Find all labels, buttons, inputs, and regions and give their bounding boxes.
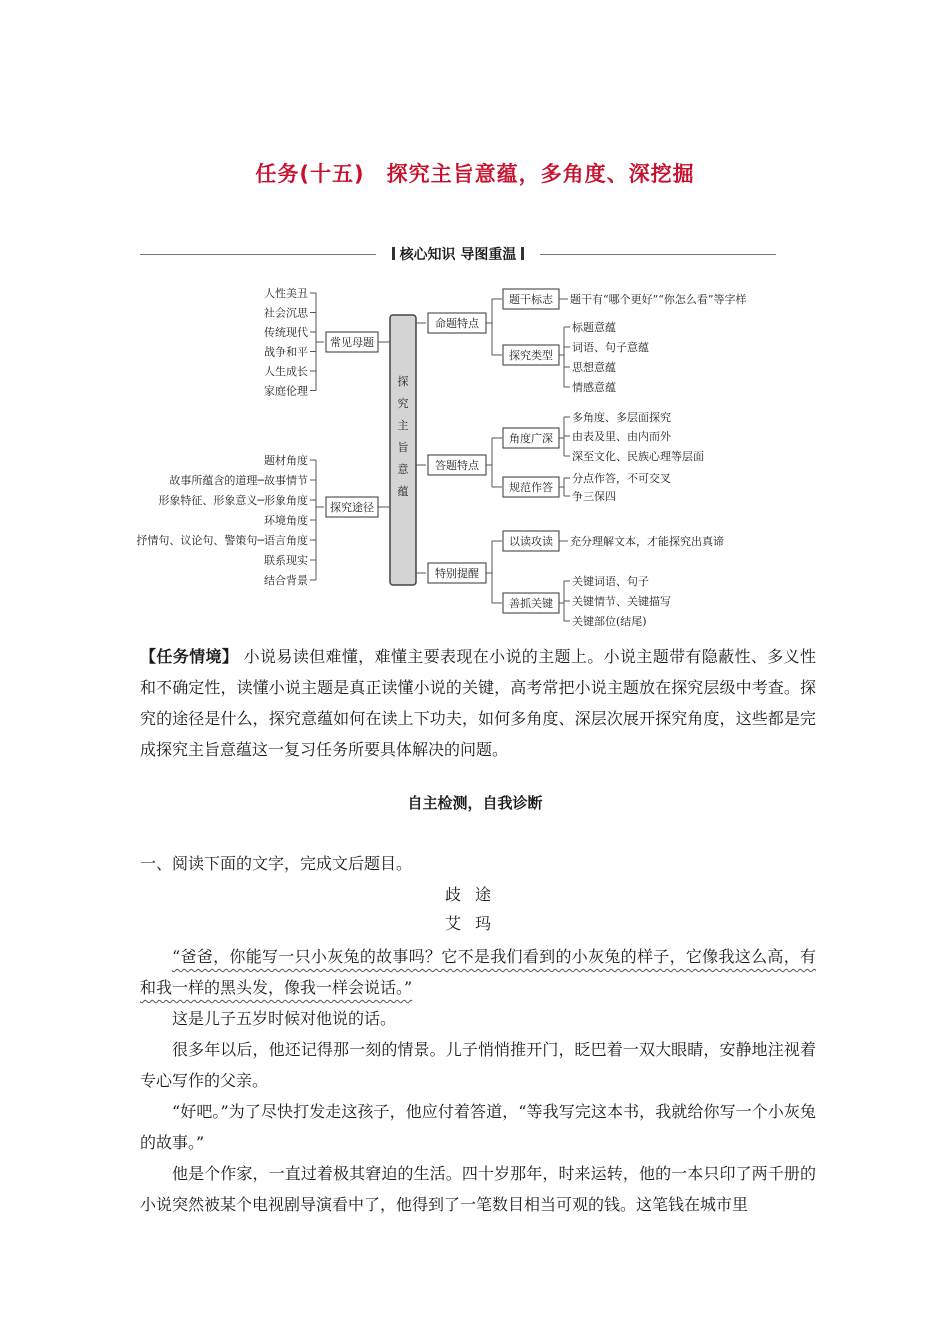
sub-node-item: 争三保四	[572, 490, 616, 503]
passage-paragraph: 他是个作家，一直过着极其窘迫的生活。四十岁那年，时来运转，他的一本只印了两千册的小说突然被某个电视剧导演看中了，他得到了一笔数目相当可观的钱。这笔钱在城市里	[140, 1164, 816, 1214]
approach-node-box-label: 探究途径	[330, 501, 374, 514]
passage-author: 艾玛	[444, 914, 505, 933]
section-header	[140, 244, 776, 264]
task-context-text: 小说易读但难懂，难懂主要表现在小说的主题上。小说主题带有隐蔽性、多义性和不确定性，读懂小说主题是真正读懂小说的关键，高考常把小说主题放在探究层级中考查。探究的途径是什么，探究意蕴如何在读上下功夫，如何多角度、深层次展开探究角度，这些都是完成探究主旨意蕴这一复习任务所要具体解决的问题。	[140, 647, 816, 759]
center-node-char: 旨	[397, 441, 409, 454]
sub-node-label: 规范作答	[509, 481, 553, 494]
passage-title: 歧途	[444, 885, 505, 904]
sub-node-item: 思想意蕴	[572, 361, 616, 374]
task-context-label: 【任务情境】	[140, 647, 239, 666]
sub-node-item: 题干有“哪个更好”“你怎么看”等字样	[570, 293, 747, 306]
sub-node-item: 多角度、多层面探究	[572, 411, 671, 424]
approach-node-item: 联系现实	[264, 554, 308, 567]
mind-map	[130, 275, 790, 635]
sub-node-label: 角度广深	[509, 432, 553, 445]
theme-node-item: 人性美丑	[264, 287, 308, 300]
feature-node-label: 特别提醒	[435, 567, 479, 580]
sub-node-item: 由表及里、由内而外	[572, 430, 671, 443]
title-part2: 探究主旨意蕴，多角度、深挖掘	[386, 162, 695, 186]
approach-node-item: 故事所蕴含的道理─故事情节	[169, 474, 308, 487]
passage-paragraph: 这是儿子五岁时候对他说的话。	[172, 1009, 397, 1028]
sub-node-label: 题干标志	[509, 293, 553, 306]
sub-node-item: 分点作答，不可交叉	[572, 472, 671, 485]
approach-node-item: 形象特征、形象意义─形象角度	[158, 494, 308, 507]
underlined-quote: “爸爸，你能写一只小灰兔的故事吗？它不是我们看到的小灰兔的样子，它像我这么高，有和我一样的黑头发，像我一样会说话。”	[140, 947, 816, 997]
question-prompt: 一、阅读下面的文字，完成文后题目。	[140, 854, 413, 873]
title-part1: 任务(十五)	[255, 162, 365, 186]
theme-node-item: 人生成长	[264, 365, 308, 378]
sub-node-item: 情感意蕴	[572, 381, 616, 394]
approach-node-item: 环境角度	[264, 514, 308, 527]
sub-node-item: 关键词语、句子	[572, 575, 649, 588]
theme-node-box-label: 常见母题	[330, 336, 374, 349]
sub-node-item: 关键情节、关键描写	[572, 595, 671, 608]
passage-paragraph: “好吧。”为了尽快打发走这孩子，他应付着答道，“等我写完这本书，我就给你写一个小灰兔的故事。”	[140, 1102, 816, 1152]
section-header-label: 核心知识 导图重温	[399, 247, 517, 263]
center-node-char: 主	[397, 419, 409, 432]
theme-node-item: 社会沉思	[264, 306, 308, 320]
theme-node-item: 战争和平	[264, 345, 308, 359]
sub-node-label: 以读攻读	[509, 535, 553, 548]
section-subheading: 自主检测，自我诊断	[407, 794, 543, 812]
theme-node-item: 家庭伦理	[264, 384, 308, 398]
sub-node-label: 善抓关键	[509, 597, 553, 610]
center-node-char: 蕴	[397, 485, 409, 498]
passage-paragraph	[140, 941, 816, 1003]
sub-node-item: 标题意蕴	[572, 321, 616, 334]
page-title	[0, 158, 950, 188]
sub-node-item: 词语、句子意蕴	[572, 341, 649, 354]
center-node-char: 究	[397, 397, 409, 410]
task-context	[140, 641, 816, 765]
sub-node-item: 深至文化、民族心理等层面	[572, 450, 704, 463]
sub-node-item: 关键部位(结尾)	[572, 615, 647, 628]
passage-paragraph: 很多年以后，他还记得那一刻的情景。儿子悄悄推开门，眨巴着一双大眼睛，安静地注视着专心写作的父亲。	[140, 1040, 816, 1090]
center-node-char: 探	[397, 375, 409, 388]
approach-node-item: 结合背景	[264, 574, 308, 587]
feature-node-label: 命题特点	[435, 317, 479, 330]
feature-node-label: 答题特点	[435, 459, 479, 472]
center-node-char: 意	[397, 463, 409, 476]
sub-node-item: 充分理解文本，才能探究出真谛	[570, 535, 724, 548]
approach-node-item: 题材角度	[264, 454, 308, 467]
theme-node-item: 传统现代	[264, 326, 308, 339]
approach-node-item: 抒情句、议论句、警策句─语言角度	[136, 534, 308, 547]
sub-node-label: 探究类型	[509, 349, 553, 362]
